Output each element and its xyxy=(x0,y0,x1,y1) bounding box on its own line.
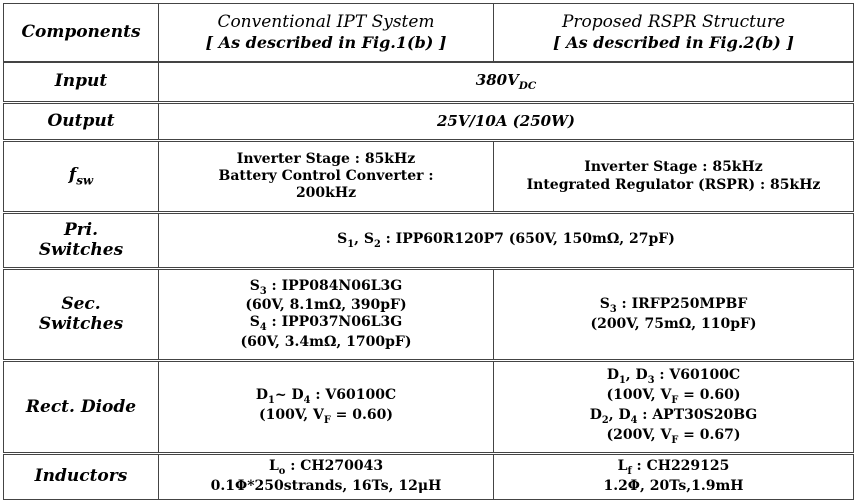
rect-prop-d2-sub: 2 xyxy=(601,414,609,426)
header-proposed xyxy=(494,4,854,62)
rect-prop-d4-sub: 4 xyxy=(630,414,638,426)
ind-prop-l: L xyxy=(617,458,628,475)
pri-s1: S xyxy=(337,230,348,247)
pri-s2: S xyxy=(363,230,374,247)
ind-prop-line1 xyxy=(498,458,849,478)
label-output: Output xyxy=(4,102,159,140)
rect-conventional xyxy=(159,361,494,454)
row-fsw xyxy=(4,140,854,212)
rect-prop-d4: D xyxy=(618,406,631,423)
ind-prop-spec: 1.2Φ, 20Ts,1.9mH xyxy=(603,478,744,495)
rect-conv-range: ~ xyxy=(274,387,292,404)
rect-prop-sep1: , xyxy=(625,367,636,384)
fsw-conventional xyxy=(159,140,494,212)
inductors-conventional xyxy=(159,453,494,499)
rect-prop-spec2-b: = 0.67) xyxy=(678,426,741,443)
header-conventional-title: Conventional IPT System xyxy=(217,12,435,33)
fsw-proposed xyxy=(494,140,854,212)
pri-label-line1: Pri. xyxy=(63,219,99,240)
value-input xyxy=(159,62,854,102)
rect-prop-part1: : V60100C xyxy=(654,367,741,384)
sec-label-line2: Switches xyxy=(38,314,124,335)
rect-prop-line1 xyxy=(498,367,849,387)
ind-conv-l-sub: o xyxy=(278,466,286,478)
sec-label-line1: Sec. xyxy=(61,293,101,314)
sec-conv-s4-part: : IPP037N06L3G xyxy=(266,314,403,331)
label-inductors: Inductors xyxy=(4,453,159,499)
rect-prop-spec1-a: (100V, V xyxy=(606,387,672,404)
pri-s1-sub: 1 xyxy=(347,238,355,250)
row-output xyxy=(4,102,854,140)
fsw-symbol-sub: sw xyxy=(76,173,94,188)
row-sec-switches xyxy=(4,268,854,361)
ind-conv-part: : CH270043 xyxy=(285,458,384,475)
sec-prop-s3-spec: (200V, 75mΩ, 110pF) xyxy=(590,315,757,332)
fsw-conv-line1: Inverter Stage : 85kHz xyxy=(236,150,416,167)
sec-conv-s4: S xyxy=(249,314,260,331)
rect-conv-d4-sub: 4 xyxy=(303,394,311,406)
header-components: Components xyxy=(4,4,159,62)
fsw-prop-line1: Inverter Stage : 85kHz xyxy=(584,159,763,176)
rect-prop-spec1-b: = 0.60) xyxy=(678,387,741,404)
sec-conv-s3-line xyxy=(163,278,489,298)
value-output: 25V/10A (250W) xyxy=(159,102,854,140)
sec-conv-s3: S xyxy=(249,277,260,294)
sec-prop-s3-sub: 3 xyxy=(609,303,617,315)
spec-table-container xyxy=(3,3,853,500)
rect-prop-sep2: , xyxy=(608,406,619,423)
value-pri-switches xyxy=(159,213,854,268)
rect-prop-spec2-a: (200V, V xyxy=(606,426,672,443)
rect-conv-spec-a: (100V, V xyxy=(258,406,324,423)
rect-conv-d1-sub: 1 xyxy=(268,394,275,406)
rect-conv-line2 xyxy=(163,407,489,427)
ind-prop-part: : CH229125 xyxy=(631,458,730,475)
rect-conv-spec-b: = 0.60) xyxy=(330,406,394,423)
sec-conv-s4-line xyxy=(163,314,489,334)
inductors-proposed xyxy=(494,453,854,499)
rect-prop-d2: D xyxy=(589,406,602,423)
rect-conv-line1 xyxy=(163,387,489,407)
pri-spec: : IPP60R120P7 (650V, 150mΩ, 27pF) xyxy=(380,230,675,247)
rect-proposed xyxy=(494,361,854,454)
input-voltage-sub: DC xyxy=(518,79,537,92)
rect-prop-line2 xyxy=(498,387,849,407)
label-input: Input xyxy=(4,62,159,102)
row-rect-diode xyxy=(4,361,854,454)
sec-prop-s3-line xyxy=(498,296,849,316)
rect-conv-d4: D xyxy=(291,387,304,404)
rect-conv-spec-sub: F xyxy=(323,414,331,426)
sec-conv-s4-spec: (60V, 3.4mΩ, 1700pF) xyxy=(240,334,412,351)
rect-prop-d1: D xyxy=(606,367,619,384)
sec-prop-s3: S xyxy=(599,295,610,312)
pri-s2-sub: 2 xyxy=(373,238,381,250)
rect-prop-d3: D xyxy=(635,367,648,384)
rect-conv-part: : V60100C xyxy=(310,387,397,404)
fsw-conv-line2: Battery Control Converter : xyxy=(218,167,434,184)
sec-conv-s4-sub: 4 xyxy=(259,322,267,334)
label-sec-switches xyxy=(4,268,159,361)
pri-sep: , xyxy=(354,230,364,247)
ind-conv-l: L xyxy=(268,458,279,475)
ind-prop-l-sub: f xyxy=(627,466,632,478)
sec-prop-s3-part: : IRFP250MPBF xyxy=(616,295,748,312)
header-proposed-sub: [ As described in Fig.2(b) ] xyxy=(553,33,794,53)
rect-prop-spec2-sub: F xyxy=(671,434,679,446)
rect-prop-d3-sub: 3 xyxy=(647,375,655,387)
header-conventional xyxy=(159,4,494,62)
header-conventional-sub: [ As described in Fig.1(b) ] xyxy=(205,33,447,53)
header-proposed-title: Proposed RSPR Structure xyxy=(561,12,786,33)
header-row xyxy=(4,4,854,62)
pri-label-line2: Switches xyxy=(38,240,124,261)
sec-conventional xyxy=(159,268,494,361)
rect-prop-part2: : APT30S20BG xyxy=(637,406,758,423)
sec-conv-s3-part: : IPP084N06L3G xyxy=(266,277,403,294)
fsw-conv-line3: 200kHz xyxy=(295,185,357,202)
label-rect-diode: Rect. Diode xyxy=(4,361,159,454)
ind-conv-spec: 0.1Φ*250strands, 16Ts, 12μH xyxy=(210,478,442,495)
fsw-prop-line2: Integrated Regulator (RSPR) : 85kHz xyxy=(526,176,821,193)
sec-conv-s3-spec: (60V, 8.1mΩ, 390pF) xyxy=(245,297,407,314)
row-pri-switches xyxy=(4,213,854,268)
row-inductors xyxy=(4,453,854,499)
rect-prop-line3 xyxy=(498,407,849,427)
component-comparison-table xyxy=(3,3,854,500)
ind-conv-line1 xyxy=(163,458,489,478)
sec-proposed xyxy=(494,268,854,361)
rect-prop-spec1-sub: F xyxy=(671,394,679,406)
input-voltage: 380V xyxy=(475,70,519,89)
fsw-symbol: f xyxy=(68,165,77,186)
sec-conv-s3-sub: 3 xyxy=(259,285,267,297)
rect-prop-line4 xyxy=(498,427,849,447)
rect-prop-d1-sub: 1 xyxy=(618,375,626,387)
label-fsw xyxy=(4,140,159,212)
row-input xyxy=(4,62,854,102)
label-pri-switches xyxy=(4,213,159,268)
rect-conv-d1: D xyxy=(255,387,269,404)
